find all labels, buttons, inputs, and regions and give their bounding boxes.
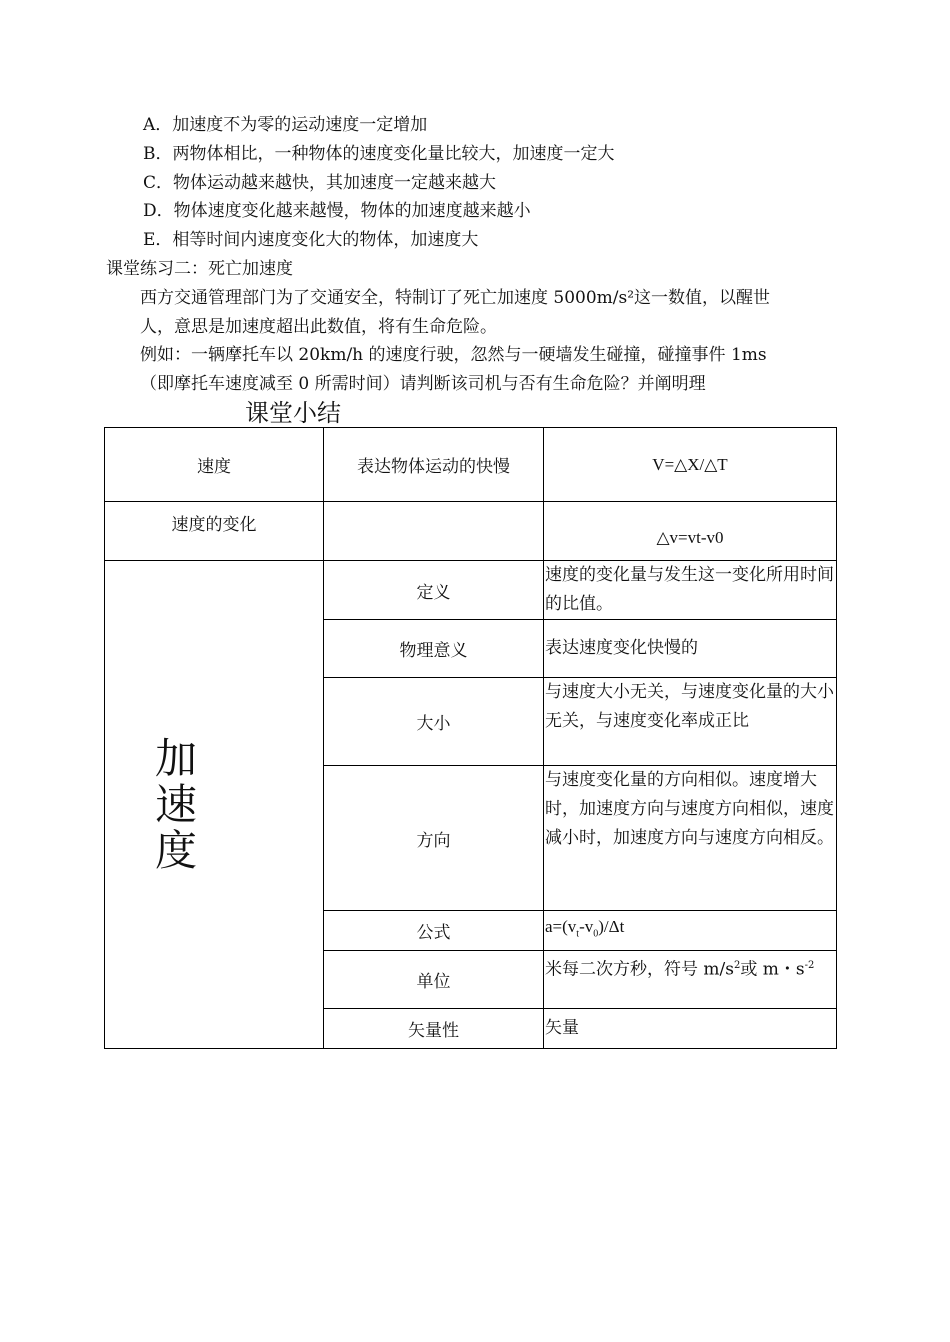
formula-suffix: )/Δt xyxy=(598,917,625,937)
cell-vector-value: 矢量 xyxy=(544,1009,837,1049)
exercise-heading: 课堂练习二：死亡加速度 xyxy=(106,259,293,279)
cell-unit-value xyxy=(544,951,837,1009)
table-row-definition xyxy=(105,561,837,620)
unit-sup-neg2: -2 xyxy=(804,960,815,971)
cell-meaning-value: 表达速度变化快慢的 xyxy=(544,620,837,678)
formula-prefix: a=(v xyxy=(545,917,577,937)
cell-formula-key: 公式 xyxy=(324,911,544,951)
cell-speed-label: 速度 xyxy=(105,428,324,502)
summary-title: 课堂小结 xyxy=(245,399,341,427)
cell-magnitude-key: 大小 xyxy=(324,678,544,766)
option-d: D．物体速度变化越来越慢，物体的加速度越来越小 xyxy=(143,201,531,221)
cell-speed-formula: V=△X/△T xyxy=(544,428,837,502)
table-row-change xyxy=(105,502,837,561)
cell-change-empty xyxy=(324,502,544,561)
paragraph-2-line-1: 例如：一辆摩托车以 20km/h 的速度行驶，忽然与一硬墙发生碰撞，碰撞事件 1ms xyxy=(140,345,767,365)
unit-sup-2: 2 xyxy=(733,960,741,971)
cell-definition-key: 定义 xyxy=(324,561,544,620)
acceleration-label-text: 加速度 xyxy=(155,733,198,875)
formula-sub-0: 0 xyxy=(593,928,599,940)
cell-direction-key: 方向 xyxy=(324,766,544,911)
cell-magnitude-value: 与速度大小无关，与速度变化量的大小无关，与速度变化率成正比 xyxy=(544,678,837,766)
cell-change-label: 速度的变化 xyxy=(105,502,324,561)
cell-acceleration-label xyxy=(105,561,324,1049)
cell-unit-key: 单位 xyxy=(324,951,544,1009)
option-c: C．物体运动越来越快，其加速度一定越来越大 xyxy=(143,173,497,193)
cell-definition-value: 速度的变化量与发生这一变化所用时间的比值。 xyxy=(544,561,837,620)
unit-prefix: 米每二次方秒，符号 m/s xyxy=(545,959,734,980)
cell-speed-desc: 表达物体运动的快慢 xyxy=(324,428,544,502)
unit-mid: 或 m・s xyxy=(740,959,805,980)
option-b: B．两物体相比，一种物体的速度变化量比较大，加速度一定大 xyxy=(143,144,615,164)
paragraph-2-line-2: （即摩托车速度减至 0 所需时间）请判断该司机与否有生命危险？并阐明理 xyxy=(140,374,706,394)
option-e: E．相等时间内速度变化大的物体，加速度大 xyxy=(143,230,479,250)
summary-table xyxy=(104,427,837,1049)
paragraph-1-line-1: 西方交通管理部门为了交通安全，特制订了死亡加速度 5000m/s²这一数值，以醒世 xyxy=(140,288,771,308)
cell-meaning-key: 物理意义 xyxy=(324,620,544,678)
cell-vector-key: 矢量性 xyxy=(324,1009,544,1049)
cell-formula-value xyxy=(544,911,837,951)
cell-direction-value: 与速度变化量的方向相似。速度增大时，加速度方向与速度方向相似，速度减小时，加速度方向与速度方向相反。 xyxy=(544,766,837,911)
cell-change-formula: △v=vt-v0 xyxy=(544,502,837,561)
option-a: A．加速度不为零的运动速度一定增加 xyxy=(143,115,428,135)
formula-sub-t: t xyxy=(576,928,580,940)
table-row-speed xyxy=(105,428,837,502)
paragraph-1-line-2: 人，意思是加速度超出此数值，将有生命危险。 xyxy=(140,317,497,337)
formula-mid: -v xyxy=(579,917,594,937)
